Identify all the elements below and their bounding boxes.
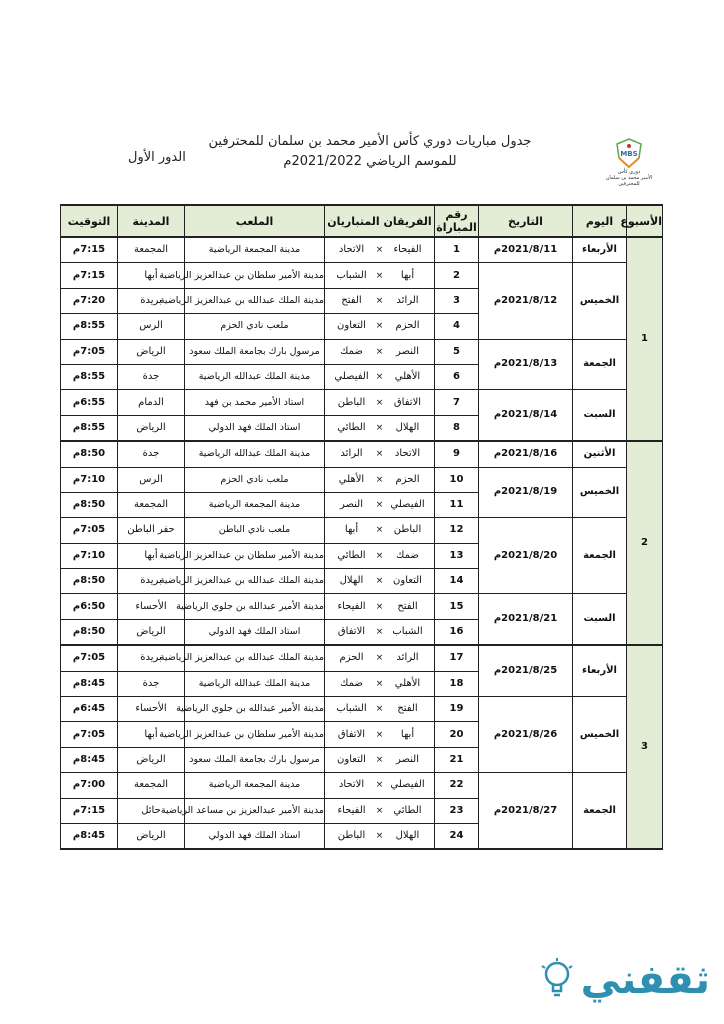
home-team: الأهلي bbox=[394, 677, 421, 689]
teams-pair bbox=[325, 830, 434, 842]
stadium-cell: مدينة الأمير سلطان بن عبدالعزيز الرياضية bbox=[185, 722, 325, 747]
versus-mark: × bbox=[375, 550, 384, 561]
versus-mark: × bbox=[375, 449, 384, 460]
match-number-cell: 24 bbox=[435, 823, 479, 849]
home-team: الطائي bbox=[393, 804, 422, 816]
teams-pair bbox=[325, 244, 434, 256]
time-cell: 7:00م bbox=[61, 773, 118, 798]
teams-cell bbox=[325, 339, 435, 364]
time-cell: 8:55م bbox=[61, 364, 118, 389]
teams-cell bbox=[325, 492, 435, 517]
match-number-cell: 23 bbox=[435, 798, 479, 823]
day-cell: السبت bbox=[573, 390, 627, 441]
time-cell: 7:05م bbox=[61, 339, 118, 364]
day-cell: الأثنين bbox=[573, 441, 627, 467]
title-line-1: جدول مباريات دوري كأس الأمير محمد بن سلمان للمحترفين bbox=[208, 134, 532, 149]
teams-pair bbox=[325, 805, 434, 817]
home-team: الباطن bbox=[393, 524, 422, 536]
table-row bbox=[61, 697, 663, 722]
stadium-cell: مدينة الملك عبدالله الرياضية bbox=[185, 364, 325, 389]
home-team: أبها bbox=[400, 728, 415, 740]
time-cell: 8:45م bbox=[61, 823, 118, 849]
table-row bbox=[61, 390, 663, 415]
city-cell: أبها bbox=[118, 722, 185, 747]
time-cell: 8:50م bbox=[61, 441, 118, 467]
date-cell: 2021/8/27م bbox=[479, 773, 573, 850]
teams-pair bbox=[325, 550, 434, 562]
match-number-cell: 1 bbox=[435, 237, 479, 263]
city-cell: بريدة bbox=[118, 645, 185, 671]
teams-cell bbox=[325, 263, 435, 288]
match-number-cell: 13 bbox=[435, 543, 479, 568]
stadium-cell: مدينة الملك عبدالله بن عبدالعزيز الرياضية bbox=[185, 569, 325, 594]
teams-pair bbox=[325, 729, 434, 741]
stadium-cell: استاد الملك فهد الدولي bbox=[185, 415, 325, 441]
away-team: الفيحاء bbox=[337, 804, 366, 816]
away-team: الأهلي bbox=[338, 473, 365, 485]
date-cell: 2021/8/11م bbox=[479, 237, 573, 263]
home-team: ضمك bbox=[396, 549, 419, 561]
versus-mark: × bbox=[375, 729, 384, 740]
city-cell: المجمعة bbox=[118, 492, 185, 517]
match-number-cell: 5 bbox=[435, 339, 479, 364]
away-team: الفيصلي bbox=[334, 371, 369, 383]
city-cell: بريدة bbox=[118, 569, 185, 594]
match-number-cell: 21 bbox=[435, 747, 479, 772]
home-team: الرائد bbox=[396, 652, 419, 664]
lightbulb-icon bbox=[537, 956, 577, 1004]
versus-mark: × bbox=[375, 245, 384, 256]
stadium-cell: مدينة المجمعة الرياضية bbox=[185, 237, 325, 263]
day-cell: الجمعة bbox=[573, 773, 627, 850]
table-header-row bbox=[61, 205, 663, 237]
stadium-cell: ملعب نادي الحزم bbox=[185, 314, 325, 339]
time-cell: 7:05م bbox=[61, 518, 118, 543]
away-team: ضمك bbox=[340, 677, 363, 689]
stadium-cell: مدينة الأمير سلطان بن عبدالعزيز الرياضية bbox=[185, 543, 325, 568]
table-row bbox=[61, 263, 663, 288]
versus-mark: × bbox=[375, 397, 384, 408]
date-cell: 2021/8/16م bbox=[479, 441, 573, 467]
home-team: الاتفاق bbox=[393, 396, 422, 408]
time-cell: 6:45م bbox=[61, 697, 118, 722]
home-team: التعاون bbox=[393, 575, 422, 587]
match-number-cell: 9 bbox=[435, 441, 479, 467]
away-team: الاتحاد bbox=[338, 244, 365, 256]
versus-mark: × bbox=[375, 295, 384, 306]
table-row bbox=[61, 441, 663, 467]
match-number-cell: 12 bbox=[435, 518, 479, 543]
city-cell: الدمام bbox=[118, 390, 185, 415]
time-cell: 7:10م bbox=[61, 543, 118, 568]
teams-cell bbox=[325, 671, 435, 696]
teams-cell bbox=[325, 441, 435, 467]
table-row bbox=[61, 645, 663, 671]
away-team: الاتفاق bbox=[337, 626, 366, 638]
date-cell: 2021/8/25م bbox=[479, 645, 573, 696]
teams-pair bbox=[325, 320, 434, 332]
stadium-cell: مدينة الملك عبدالله الرياضية bbox=[185, 671, 325, 696]
date-cell: 2021/8/13م bbox=[479, 339, 573, 390]
time-cell: 6:50م bbox=[61, 594, 118, 619]
day-cell: الأربعاء bbox=[573, 237, 627, 263]
away-team: الاتفاق bbox=[337, 728, 366, 740]
time-cell: 7:05م bbox=[61, 722, 118, 747]
stadium-cell: مدينة الملك عبدالله الرياضية bbox=[185, 441, 325, 467]
logo-caption-line-2: الأمير محمد بن سلمان bbox=[605, 175, 653, 181]
header-date: التاريخ bbox=[479, 205, 573, 237]
stadium-cell: استاد الملك فهد الدولي bbox=[185, 823, 325, 849]
match-number-cell: 20 bbox=[435, 722, 479, 747]
match-number-cell: 14 bbox=[435, 569, 479, 594]
teams-cell bbox=[325, 543, 435, 568]
teams-pair bbox=[325, 626, 434, 638]
schedule-table bbox=[60, 204, 663, 850]
time-cell: 8:45م bbox=[61, 671, 118, 696]
header-day: اليوم bbox=[573, 205, 627, 237]
home-team: الفتح bbox=[397, 600, 418, 612]
city-cell: المجمعة bbox=[118, 237, 185, 263]
stadium-cell: مدينة الملك عبدالله بن عبدالعزيز الرياضية bbox=[185, 645, 325, 671]
stadium-cell: ملعب نادي الباطن bbox=[185, 518, 325, 543]
match-number-cell: 15 bbox=[435, 594, 479, 619]
header-match-number bbox=[435, 205, 479, 237]
home-team: الفيحاء bbox=[393, 244, 422, 256]
time-cell: 7:15م bbox=[61, 798, 118, 823]
versus-mark: × bbox=[375, 601, 384, 612]
teams-pair bbox=[325, 499, 434, 511]
logo-caption-line-3: للمحترفين bbox=[618, 181, 640, 187]
city-cell: المجمعة bbox=[118, 773, 185, 798]
time-cell: 8:55م bbox=[61, 314, 118, 339]
teams-pair bbox=[325, 601, 434, 613]
home-team: النصر bbox=[395, 345, 420, 357]
match-number-cell: 10 bbox=[435, 467, 479, 492]
teams-pair bbox=[325, 422, 434, 434]
teams-pair bbox=[325, 754, 434, 766]
city-cell: الرس bbox=[118, 314, 185, 339]
teams-cell bbox=[325, 288, 435, 313]
teams-cell bbox=[325, 722, 435, 747]
stadium-cell: استاد الملك فهد الدولي bbox=[185, 619, 325, 645]
city-cell: الأحساء bbox=[118, 594, 185, 619]
week-number-cell: 2 bbox=[627, 441, 663, 645]
versus-mark: × bbox=[375, 755, 384, 765]
versus-mark: × bbox=[375, 372, 384, 383]
home-team: الرائد bbox=[396, 294, 419, 306]
teams-cell bbox=[325, 415, 435, 441]
stadium-cell: مدينة الأمير عبدالله بن جلوي الرياضية bbox=[185, 594, 325, 619]
home-team: الحزم bbox=[395, 473, 420, 485]
date-cell: 2021/8/20م bbox=[479, 518, 573, 594]
day-cell: الخميس bbox=[573, 467, 627, 518]
table-row bbox=[61, 339, 663, 364]
time-cell: 6:55م bbox=[61, 390, 118, 415]
day-cell: الجمعة bbox=[573, 518, 627, 594]
teams-pair bbox=[325, 346, 434, 358]
day-cell: الخميس bbox=[573, 697, 627, 773]
stadium-cell: ملعب نادي الحزم bbox=[185, 467, 325, 492]
match-number-cell: 3 bbox=[435, 288, 479, 313]
time-cell: 8:50م bbox=[61, 619, 118, 645]
home-team: الحزم bbox=[395, 320, 420, 332]
teams-cell bbox=[325, 390, 435, 415]
logo-caption-line-1: دوري كأس bbox=[617, 169, 641, 175]
home-team: الشباب bbox=[392, 626, 423, 638]
week-number-cell: 1 bbox=[627, 237, 663, 441]
time-cell: 7:15م bbox=[61, 237, 118, 263]
versus-mark: × bbox=[375, 704, 384, 715]
match-number-cell: 4 bbox=[435, 314, 479, 339]
stadium-cell: مدينة الأمير سلطان بن عبدالعزيز الرياضية bbox=[185, 263, 325, 288]
teams-pair bbox=[325, 678, 434, 690]
city-cell: جدة bbox=[118, 671, 185, 696]
match-number-cell: 19 bbox=[435, 697, 479, 722]
mbs-logo-icon bbox=[615, 138, 643, 168]
stadium-cell: استاد الأمير محمد بن فهد bbox=[185, 390, 325, 415]
site-watermark bbox=[500, 952, 710, 1008]
versus-mark: × bbox=[375, 525, 384, 536]
stadium-cell: مدينة الأمير عبدالله بن جلوي الرياضية bbox=[185, 697, 325, 722]
title-line-2: للموسم الرياضي 2021/2022م bbox=[283, 154, 457, 169]
match-number-cell: 17 bbox=[435, 645, 479, 671]
home-team: النصر bbox=[395, 754, 420, 765]
teams-cell bbox=[325, 619, 435, 645]
city-cell: بريدة bbox=[118, 288, 185, 313]
teams-pair bbox=[325, 270, 434, 282]
table-row bbox=[61, 773, 663, 798]
versus-mark: × bbox=[375, 500, 384, 511]
league-logo bbox=[604, 138, 654, 190]
date-cell: 2021/8/12م bbox=[479, 263, 573, 339]
week-number-cell: 3 bbox=[627, 645, 663, 849]
teams-cell bbox=[325, 697, 435, 722]
time-cell: 7:15م bbox=[61, 263, 118, 288]
away-team: الهلال bbox=[339, 575, 364, 587]
match-number-cell: 8 bbox=[435, 415, 479, 441]
date-cell: 2021/8/19م bbox=[479, 467, 573, 518]
home-team: الهلال bbox=[395, 421, 420, 433]
teams-pair bbox=[325, 524, 434, 536]
header-teams: الفريقان المتباريان bbox=[325, 205, 435, 237]
home-team: الفيصلي bbox=[390, 779, 425, 791]
home-team: الأهلي bbox=[394, 371, 421, 383]
city-cell: الرياض bbox=[118, 415, 185, 441]
city-cell: الرياض bbox=[118, 747, 185, 772]
time-cell: 7:20م bbox=[61, 288, 118, 313]
stadium-cell: مرسول بارك بجامعة الملك سعود bbox=[185, 339, 325, 364]
match-number-cell: 2 bbox=[435, 263, 479, 288]
time-cell: 8:50م bbox=[61, 569, 118, 594]
away-team: ضمك bbox=[340, 345, 363, 357]
home-team: الاتحاد bbox=[394, 448, 421, 460]
stadium-cell: مدينة الملك عبدالله بن عبدالعزيز الرياضية bbox=[185, 288, 325, 313]
city-cell: حائل bbox=[118, 798, 185, 823]
teams-cell bbox=[325, 594, 435, 619]
teams-pair bbox=[325, 474, 434, 486]
city-cell: حفر الباطن bbox=[118, 518, 185, 543]
header-match-number-label: رقم المباراة bbox=[436, 208, 477, 234]
teams-pair bbox=[325, 371, 434, 383]
match-number-cell: 6 bbox=[435, 364, 479, 389]
stadium-cell: مدينة الأمير عبدالعزيز بن مساعد الرياضية bbox=[185, 798, 325, 823]
teams-cell bbox=[325, 237, 435, 263]
match-number-cell: 16 bbox=[435, 619, 479, 645]
teams-pair bbox=[325, 779, 434, 791]
time-cell: 7:10م bbox=[61, 467, 118, 492]
home-team: الفتح bbox=[397, 703, 418, 715]
day-cell: الأربعاء bbox=[573, 645, 627, 696]
header-city: المدينة bbox=[118, 205, 185, 237]
away-team: الحزم bbox=[339, 652, 364, 664]
away-team: الرائد bbox=[340, 448, 363, 460]
match-number-cell: 22 bbox=[435, 773, 479, 798]
teams-pair bbox=[325, 703, 434, 715]
day-cell: السبت bbox=[573, 594, 627, 645]
away-team: الباطن bbox=[337, 396, 366, 408]
versus-mark: × bbox=[375, 270, 384, 281]
teams-cell bbox=[325, 467, 435, 492]
teams-pair bbox=[325, 448, 434, 460]
teams-pair bbox=[325, 397, 434, 409]
page-title bbox=[150, 132, 590, 172]
home-team: الفيصلي bbox=[390, 499, 425, 511]
header-time: التوقيت bbox=[61, 205, 118, 237]
city-cell: الرياض bbox=[118, 619, 185, 645]
time-cell: 8:55م bbox=[61, 415, 118, 441]
teams-cell bbox=[325, 823, 435, 849]
table-row bbox=[61, 467, 663, 492]
away-team: الفتح bbox=[341, 294, 362, 306]
teams-pair bbox=[325, 295, 434, 307]
date-cell: 2021/8/21م bbox=[479, 594, 573, 645]
city-cell: الرس bbox=[118, 467, 185, 492]
away-team: الفيحاء bbox=[337, 600, 366, 612]
away-team: التعاون bbox=[337, 754, 366, 765]
header-stadium: الملعب bbox=[185, 205, 325, 237]
city-cell: الرياض bbox=[118, 823, 185, 849]
round-label: الدور الأول bbox=[128, 150, 186, 165]
versus-mark: × bbox=[375, 653, 384, 664]
away-team: النصر bbox=[339, 499, 364, 511]
date-cell: 2021/8/14م bbox=[479, 390, 573, 441]
stadium-cell: مدينة المجمعة الرياضية bbox=[185, 773, 325, 798]
match-number-cell: 11 bbox=[435, 492, 479, 517]
away-team: الاتحاد bbox=[338, 779, 365, 791]
time-cell: 8:50م bbox=[61, 492, 118, 517]
teams-cell bbox=[325, 569, 435, 594]
time-cell: 7:05م bbox=[61, 645, 118, 671]
versus-mark: × bbox=[375, 474, 384, 485]
versus-mark: × bbox=[375, 346, 384, 357]
logo-caption bbox=[604, 169, 654, 187]
versus-mark: × bbox=[375, 576, 384, 587]
away-team: الباطن bbox=[337, 830, 366, 842]
watermark-text: ثقفني bbox=[580, 957, 710, 1003]
date-cell: 2021/8/26م bbox=[479, 697, 573, 773]
city-cell: الرياض bbox=[118, 339, 185, 364]
versus-mark: × bbox=[375, 805, 384, 816]
away-team: أبها bbox=[344, 524, 359, 536]
away-team: الشباب bbox=[336, 703, 367, 715]
away-team: الشباب bbox=[336, 269, 367, 281]
stadium-cell: مرسول بارك بجامعة الملك سعود bbox=[185, 747, 325, 772]
away-team: الطائي bbox=[337, 421, 366, 433]
versus-mark: × bbox=[375, 678, 384, 689]
city-cell: جدة bbox=[118, 441, 185, 467]
table-row bbox=[61, 518, 663, 543]
match-number-cell: 7 bbox=[435, 390, 479, 415]
versus-mark: × bbox=[375, 831, 384, 842]
day-cell: الجمعة bbox=[573, 339, 627, 390]
city-cell: جدة bbox=[118, 364, 185, 389]
match-number-cell: 18 bbox=[435, 671, 479, 696]
table-row bbox=[61, 237, 663, 263]
city-cell: أبها bbox=[118, 543, 185, 568]
versus-mark: × bbox=[375, 780, 384, 791]
city-cell: أبها bbox=[118, 263, 185, 288]
teams-cell bbox=[325, 747, 435, 772]
home-team: الهلال bbox=[395, 830, 420, 842]
teams-pair bbox=[325, 652, 434, 664]
teams-cell bbox=[325, 518, 435, 543]
table-row bbox=[61, 594, 663, 619]
versus-mark: × bbox=[375, 321, 384, 332]
home-team: أبها bbox=[400, 269, 415, 281]
stadium-cell: مدينة المجمعة الرياضية bbox=[185, 492, 325, 517]
away-team: الطائي bbox=[337, 549, 366, 561]
logo-mark-text: MBS bbox=[620, 150, 638, 158]
teams-cell bbox=[325, 773, 435, 798]
header-week: الأسبوع bbox=[627, 205, 663, 237]
time-cell: 8:45م bbox=[61, 747, 118, 772]
city-cell: الأحساء bbox=[118, 697, 185, 722]
teams-cell bbox=[325, 645, 435, 671]
teams-cell bbox=[325, 798, 435, 823]
day-cell: الخميس bbox=[573, 263, 627, 339]
versus-mark: × bbox=[375, 422, 384, 433]
teams-cell bbox=[325, 364, 435, 389]
teams-pair bbox=[325, 575, 434, 587]
teams-cell bbox=[325, 314, 435, 339]
versus-mark: × bbox=[375, 627, 384, 638]
away-team: التعاون bbox=[337, 320, 366, 332]
